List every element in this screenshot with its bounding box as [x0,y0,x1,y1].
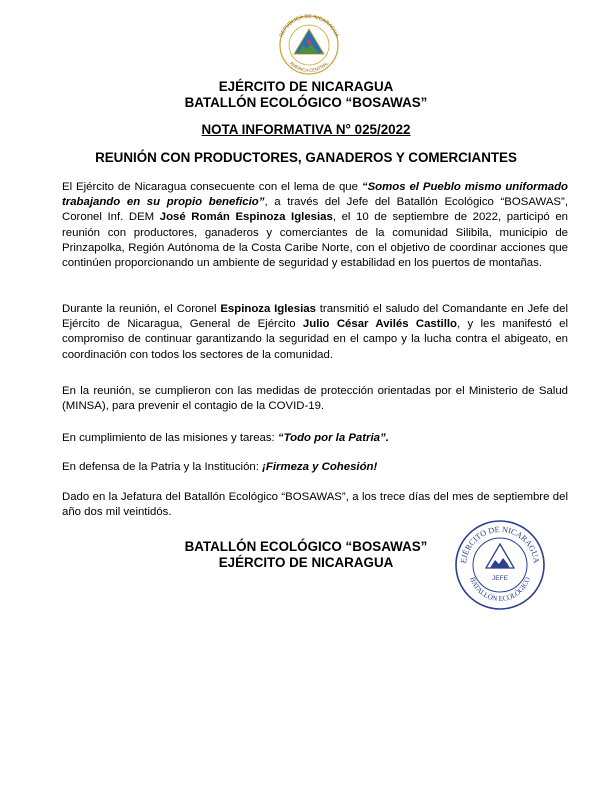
motto-quote: “Somos el Pueblo mismo uniformado trabajando en su propio beneficio” [62,181,568,209]
seal-bottom-text: AMERICA CENTRAL [288,60,330,74]
svg-text:AMERICA CENTRAL [289,60,330,73]
signature-line-2: EJÉRCITO DE NICARAGUA [218,555,394,570]
official-stamp [452,518,548,610]
commander-name: José Román Espinoza Iglesias [159,211,333,224]
commander-in-chief-name: Julio César Avilés Castillo [302,318,457,331]
paragraph-4: En cumplimiento de las misiones y tareas: “Todo por la Patria”. [62,432,389,444]
paragraph-3: En la reunión, se cumplieron con las medidas de protección orientadas por el Ministerio de Salud (MINSA), para prevenir el contagio de la COVID-19. [62,385,568,413]
institution-heading: EJÉRCITO DE NICARAGUA [218,79,394,94]
battalion-heading: BATALLÓN ECOLÓGICO “BOSAWAS” [184,95,428,110]
document-title: REUNIÓN CON PRODUCTORES, GANADEROS Y COMERCIANTES [95,150,517,165]
paragraph-2: Durante la reunión, el Coronel Espinoza Iglesias transmitió el saludo del Comandante en Jefe del Ejército de Nicaragua, General de Ejército Julio César Avilés Castillo, y les manifestó el compromiso de continuar garantizando la seguridad en el campo y la lucha contra el abigeato, en coordinación con todos los sectores de la comunidad. [62,303,568,361]
paragraph-6: Dado en la Jefatura del Batallón Ecológico “BOSAWAS”, a los trece días del mes de septiembre del año dos mil veintidós. [62,491,568,519]
paragraph-5: En defensa de la Patria y la Institución: ¡Firmeza y Cohesión! [62,461,378,473]
nicaragua-coat-of-arms-seal [269,12,349,76]
note-number: NOTA INFORMATIVA N° 025/2022 [201,122,411,137]
paragraph-1: El Ejército de Nicaragua consecuente con el lema de que “Somos el Pueblo mismo uniformado trabajando en su propio beneficio”, a través del Jefe del Batallón Ecológico “BOSAWAS”, Coronel Inf. DEM José Román Espinoza Iglesias, el 10 de septiembre de 2022, participó en reunión con productores, ganaderos y comerciantes de la comunidad Silibila, municipio de Prinzapolka, Región Autónoma de la Costa Caribe Norte, con el objetivo de coordinar acciones que continúen proporcionando un ambiente de seguridad y estabilidad en los puertos de montañas. [62,181,569,270]
seal-top-text: REPUBLICA DE NICARAGUA [278,13,340,39]
stamp-top-text: EJÉRCITO DE NICARAGUA [459,524,541,564]
stamp-center-text: JEFE [492,575,508,582]
signature-line-1: BATALLÓN ECOLÓGICO “BOSAWAS” [184,539,428,554]
stamp-bottom-text: BATALLÓN ECOLÓGICO [468,576,532,604]
